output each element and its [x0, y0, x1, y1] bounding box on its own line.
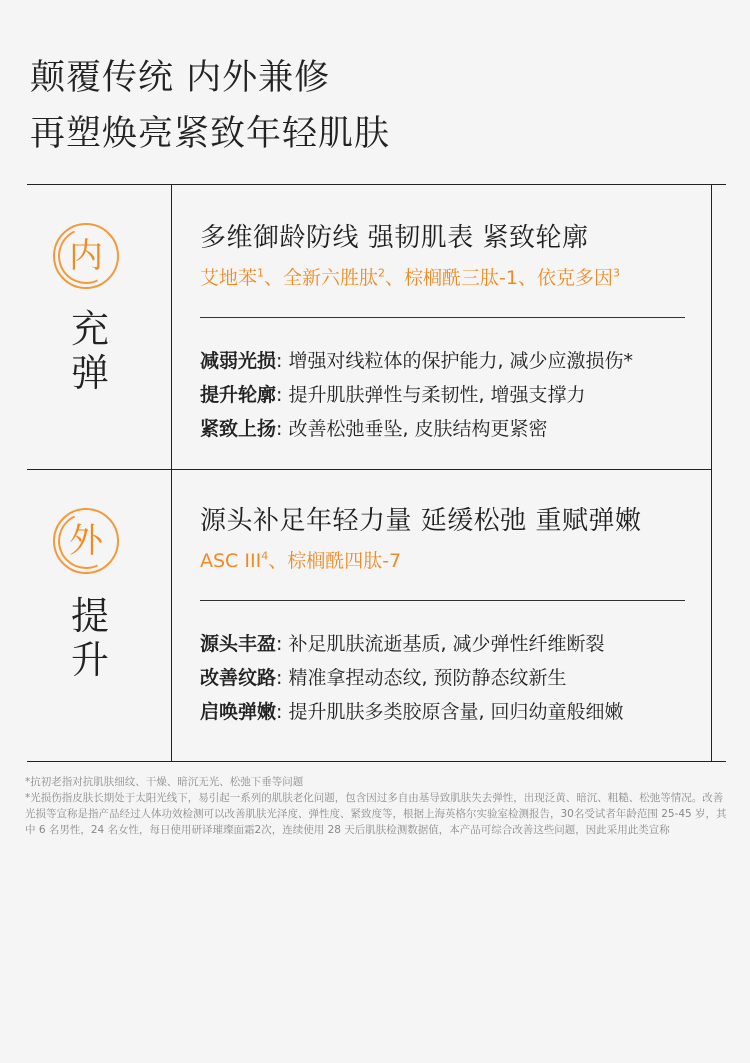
benefit-item	[200, 378, 700, 412]
benefit-item	[200, 661, 700, 695]
benefit-value: : 增强对线粒体的保护能力, 减少应激损伤*	[276, 350, 634, 372]
benefit-value: : 补足肌肤流逝基质, 减少弹性纤维断裂	[276, 633, 605, 655]
inner-separator	[200, 317, 685, 318]
outer-separator	[200, 600, 685, 601]
headline-line-2: 再塑焕亮紧致年轻肌肤	[30, 114, 391, 154]
outer-ingredients	[200, 548, 700, 574]
section-inner-content	[200, 221, 700, 446]
benefit-value: : 提升肌肤多类胶原含量, 回归幼童般细嫩	[276, 701, 624, 723]
headline-line-1: 颠覆传统 内外兼修	[30, 58, 331, 98]
benefit-key: 启唤弹嫩	[200, 701, 277, 723]
benefit-value: : 改善松弛垂坠, 皮肤结构更紧密	[276, 418, 548, 440]
benefit-value: : 精准拿捏动态纹, 预防静态纹新生	[276, 667, 567, 689]
inner-title: 多维御龄防线 强韧肌表 紧致轮廓	[200, 223, 589, 253]
benefit-key: 减弱光损	[200, 350, 277, 372]
inner-ingredients	[200, 265, 700, 291]
benefit-key: 提升轮廓	[200, 384, 277, 406]
inner-badge-label: 内	[69, 236, 103, 276]
benefit-item	[200, 627, 700, 661]
outer-side-char-2: 升	[70, 638, 109, 682]
ingredient-footnote-marker: 1	[257, 266, 265, 280]
outer-title: 源头补足年轻力量 延缓松弛 重赋弹嫩	[200, 506, 642, 536]
benefit-item	[200, 695, 700, 729]
benefit-key: 源头丰盈	[200, 633, 277, 655]
section-outer-side	[27, 470, 171, 761]
footnotes	[25, 774, 730, 838]
ingredient-footnote-marker: 4	[261, 549, 269, 563]
ingredient: 、棕榈酰四肽-7	[268, 550, 402, 572]
benefits-table	[27, 184, 726, 762]
ingredient: ASC III	[200, 550, 262, 572]
column-divider-left	[171, 185, 172, 761]
inner-side-char-2: 弹	[70, 351, 109, 395]
section-outer-content	[200, 504, 700, 729]
benefit-key: 改善纹路	[200, 667, 277, 689]
outer-badge	[53, 508, 119, 574]
footnote: *光损伤指皮肤长期处于太阳光线下，易引起一系列的肌肤老化问题，包含因过多自由基导致肌肤失去弹性，出现泛黄、暗沉、粗糙、松弛等情况。改善光损等宣称是指产品经过人体功效检测可以改善肌肤光泽度、弹性度、紧致度等，根据上海英格尔实验室检测报告，30名受试者年龄范围 25-45 岁，其中 6 名男性，24 名女性，每日使用研译璀璨面霜2次，连续使用 28 天后肌肤检测数据值，本产品可综合改善这些问题，因此采用此类宣称	[25, 792, 727, 836]
inner-side-char-1: 充	[70, 307, 109, 351]
ingredient-footnote-marker: 3	[612, 266, 620, 280]
benefit-item	[200, 344, 700, 378]
benefit-item	[200, 412, 700, 446]
benefit-value: : 提升肌肤弹性与柔韧性, 增强支撑力	[276, 384, 586, 406]
outer-badge-label: 外	[69, 521, 103, 561]
ingredient: 、棕榈酰三肽-1、依克多因	[385, 267, 613, 289]
column-divider-right	[711, 185, 712, 761]
ingredient: 艾地苯	[200, 267, 258, 289]
headline	[30, 50, 390, 162]
inner-badge	[53, 223, 119, 289]
section-inner-side	[27, 185, 171, 469]
ingredient: 、全新六胜肽	[264, 267, 379, 289]
benefit-key: 紧致上扬	[200, 418, 277, 440]
footnote: *抗初老指对抗肌肤细纹、干燥、暗沉无光、松弛下垂等问题	[25, 776, 304, 788]
ingredient-footnote-marker: 2	[378, 266, 386, 280]
outer-side-char-1: 提	[70, 594, 109, 638]
